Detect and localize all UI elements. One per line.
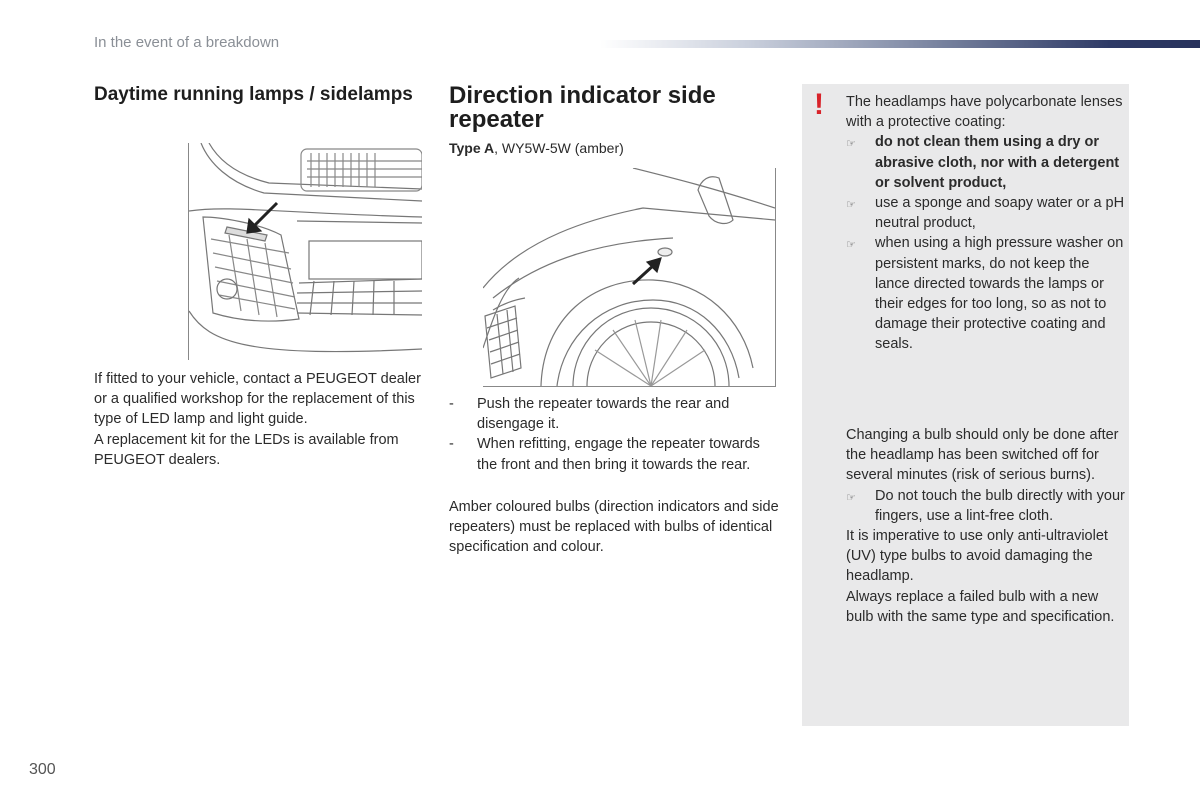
warning-bullet-text: when using a high pressure washer on persistent marks, do not keep the lance directed towards the lamps or their edges for too long, so as not to damage their protective coating and seals. bbox=[875, 235, 1124, 353]
running-header: In the event of a breakdown bbox=[94, 34, 280, 51]
pointing-hand-icon: ☞ bbox=[846, 491, 856, 504]
warning-bullet bbox=[846, 486, 1126, 526]
bulb-change-warning bbox=[846, 425, 1126, 627]
pointing-hand-icon: ☞ bbox=[846, 199, 856, 212]
drl-instructions bbox=[94, 369, 424, 470]
repeater-steps bbox=[449, 394, 779, 475]
step-item bbox=[449, 394, 779, 434]
headlamp-cleaning-warning bbox=[846, 92, 1126, 355]
step-dash: - bbox=[449, 436, 454, 453]
bulb-type-value: , WY5W-5W (amber) bbox=[494, 140, 624, 156]
side-repeater-illustration bbox=[483, 168, 776, 387]
amber-bulb-note: Amber coloured bulbs (direction indicators and side repeaters) must be replaced with bulbs of identical specification and colour. bbox=[449, 499, 779, 556]
direction-indicator-title: Direction indicator side repeater bbox=[449, 82, 716, 133]
warning-bullet-text: use a sponge and soapy water or a pH neutral product, bbox=[875, 195, 1125, 232]
drl-paragraph: A replacement kit for the LEDs is available from PEUGEOT dealers. bbox=[94, 431, 399, 468]
drl-illustration bbox=[188, 143, 422, 360]
pointing-hand-icon: ☞ bbox=[846, 239, 856, 252]
step-dash: - bbox=[449, 396, 454, 412]
drl-paragraph: If fitted to your vehicle, contact a PEUGEOT dealer or a qualified workshop for the replacement of this type of LED lamp and light guide. bbox=[94, 371, 421, 428]
header-gradient-bar bbox=[600, 40, 1200, 48]
bulb-type-label: Type A bbox=[449, 140, 495, 156]
warning-paragraph: It is imperative to use only anti-ultraviolet (UV) type bulbs to avoid damaging the headlamp. bbox=[846, 528, 1108, 585]
pointing-hand-icon: ☞ bbox=[846, 138, 856, 151]
warning-paragraph: Changing a bulb should only be done after the headlamp has been switched off for several minutes (risk of serious burns). bbox=[846, 427, 1119, 484]
warning-exclamation-icon: ! bbox=[814, 88, 824, 121]
warning-bullet bbox=[846, 233, 1126, 354]
warning-bullet bbox=[846, 193, 1126, 233]
warning-paragraph: Always replace a failed bulb with a new bulb with the same type and specification. bbox=[846, 588, 1115, 625]
warning-bullet-text: Do not touch the bulb directly with your fingers, use a lint-free cloth. bbox=[875, 487, 1125, 524]
warning-bullet bbox=[846, 132, 1126, 193]
step-item bbox=[449, 434, 779, 474]
warning-intro: The headlamps have polycarbonate lenses with a protective coating: bbox=[846, 94, 1123, 131]
warning-bullet-text: do not clean them using a dry or abrasive cloth, nor with a detergent or solvent product, bbox=[875, 134, 1120, 191]
bulb-type-spec bbox=[449, 140, 624, 156]
page-number: 300 bbox=[29, 761, 56, 778]
drl-section-title: Daytime running lamps / sidelamps bbox=[94, 84, 413, 105]
step-text: When refitting, engage the repeater towards the front and then bring it towards the rear. bbox=[477, 436, 760, 473]
step-text: Push the repeater towards the rear and disengage it. bbox=[477, 396, 730, 433]
